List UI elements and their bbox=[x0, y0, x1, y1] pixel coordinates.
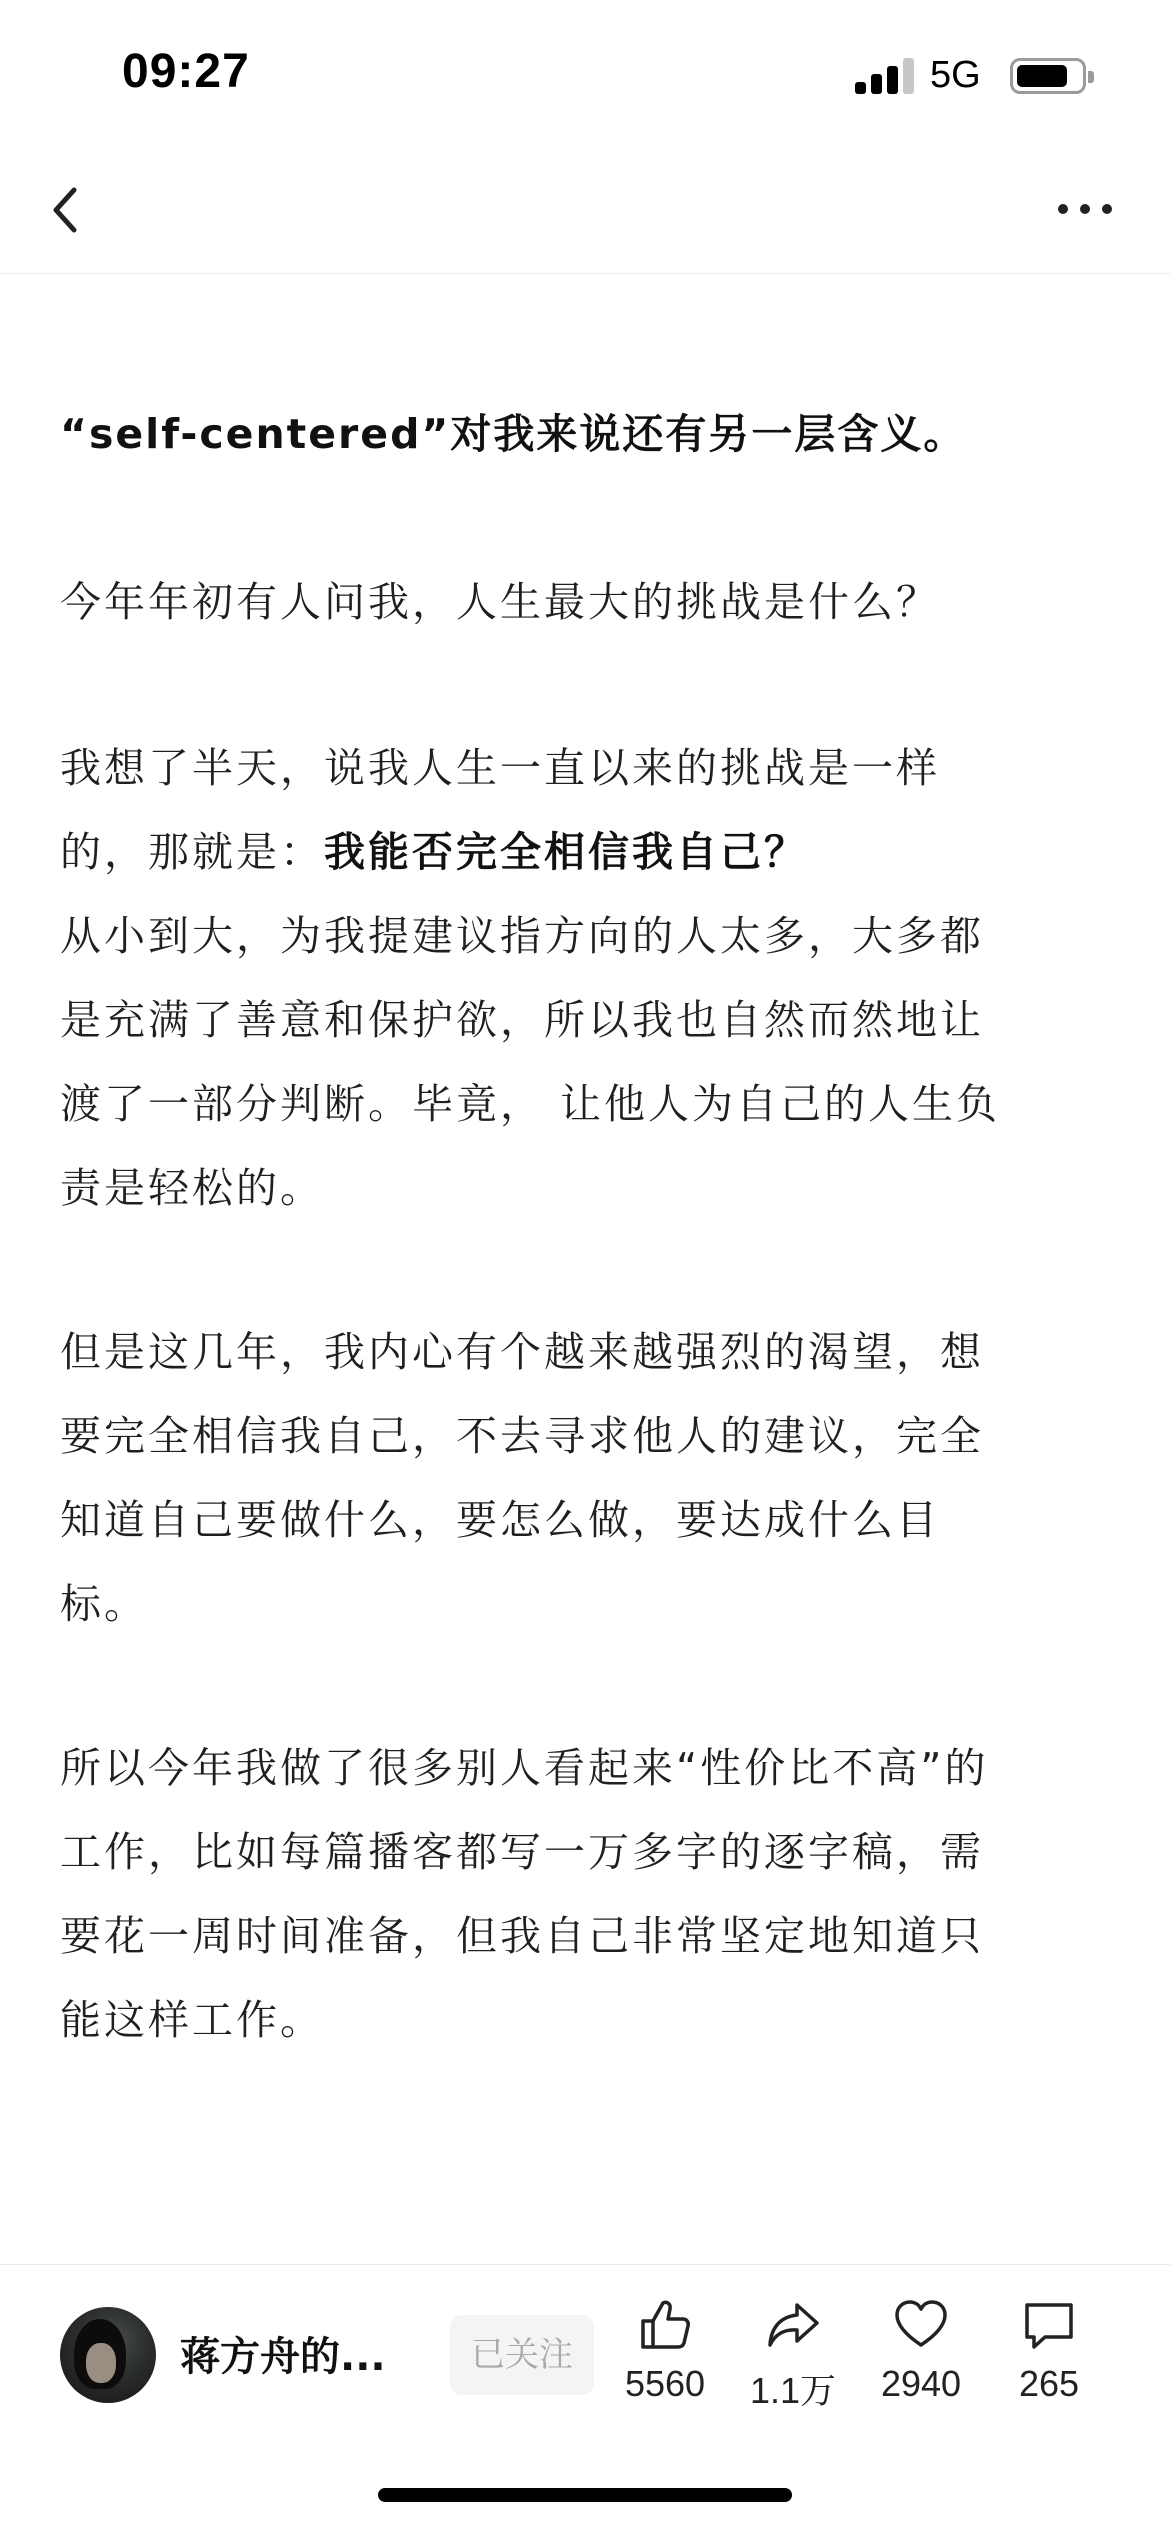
thumbs-up-icon bbox=[637, 2297, 693, 2353]
paragraph-line: 能这样工作。 bbox=[60, 1996, 324, 2044]
more-options-button[interactable] bbox=[1050, 180, 1120, 236]
back-button[interactable] bbox=[40, 172, 100, 242]
share-arrow-icon bbox=[765, 2297, 821, 2353]
article-paragraph bbox=[60, 726, 1090, 894]
paragraph-line: 要完全相信我自己，不去寻求他人的建议，完全 bbox=[60, 1412, 984, 1460]
battery-icon bbox=[1010, 58, 1086, 94]
article-paragraph bbox=[60, 560, 1090, 644]
heart-icon bbox=[893, 2297, 949, 2353]
paragraph-line: 所以今年我做了很多别人看起来“性价比不高”的 bbox=[60, 1744, 989, 1792]
paragraph-line: 责是轻松的。 bbox=[60, 1164, 324, 1212]
paragraph-line: 是充满了善意和保护欲，所以我也自然而然地让 bbox=[60, 996, 984, 1044]
paragraph-text: 今年年初有人问我，人生最大的挑战是什么？ bbox=[60, 578, 940, 626]
paragraph-line bbox=[60, 810, 1090, 894]
like-button[interactable] bbox=[610, 2297, 720, 2427]
paragraph-line: 工作，比如每篇播客都写一万多字的逐字稿，需 bbox=[60, 1828, 984, 1876]
paragraph-text: 的，那就是： bbox=[60, 828, 324, 876]
article-paragraph bbox=[60, 1726, 1090, 2062]
chevron-left-icon bbox=[40, 172, 100, 242]
author-avatar[interactable] bbox=[60, 2307, 156, 2403]
comment-bubble-icon bbox=[1021, 2297, 1077, 2353]
comment-count: 265 bbox=[1018, 2363, 1080, 2404]
share-count: 1.1万 bbox=[749, 2370, 837, 2411]
article-paragraph bbox=[60, 392, 1090, 476]
paragraph-line: 渡了一部分判断。毕竟， 让他人为自己的人生负 bbox=[60, 1080, 1001, 1128]
follow-button[interactable]: 已关注 bbox=[450, 2315, 594, 2395]
network-type-label: 5G bbox=[930, 54, 981, 96]
author-name[interactable]: 蒋方舟的... bbox=[180, 2334, 386, 2380]
ellipsis-icon bbox=[1058, 204, 1068, 214]
share-button[interactable] bbox=[738, 2297, 848, 2427]
like-count: 5560 bbox=[624, 2363, 706, 2404]
comment-button[interactable] bbox=[994, 2297, 1104, 2427]
paragraph-line: 知道自己要做什么，要怎么做，要达成什么目 bbox=[60, 1496, 940, 1544]
status-bar bbox=[0, 0, 1170, 150]
paragraph-line: 我想了半天，说我人生一直以来的挑战是一样 bbox=[60, 744, 940, 792]
article-paragraph bbox=[60, 894, 1090, 1230]
cellular-signal-icon bbox=[855, 58, 915, 94]
nav-bar bbox=[0, 150, 1170, 274]
status-time: 09:27 bbox=[122, 45, 250, 98]
paragraph-line: 从小到大，为我提建议指方向的人太多，大多都 bbox=[60, 912, 984, 960]
paragraph-line: 但是这几年，我内心有个越来越强烈的渴望，想 bbox=[60, 1328, 984, 1376]
bold-highlight: 我能否完全相信我自己？ bbox=[324, 828, 808, 876]
paragraph-line: 要花一周时间准备，但我自己非常坚定地知道只 bbox=[60, 1912, 984, 1960]
paragraph-text: “self-centered”对我来说还有另一层含义。 bbox=[60, 410, 967, 458]
favorite-count: 2940 bbox=[880, 2363, 962, 2404]
favorite-button[interactable] bbox=[866, 2297, 976, 2427]
home-indicator[interactable] bbox=[378, 2488, 792, 2502]
article-body bbox=[60, 274, 1110, 2264]
article-paragraph bbox=[60, 1310, 1090, 1646]
paragraph-line: 标。 bbox=[60, 1580, 148, 1628]
